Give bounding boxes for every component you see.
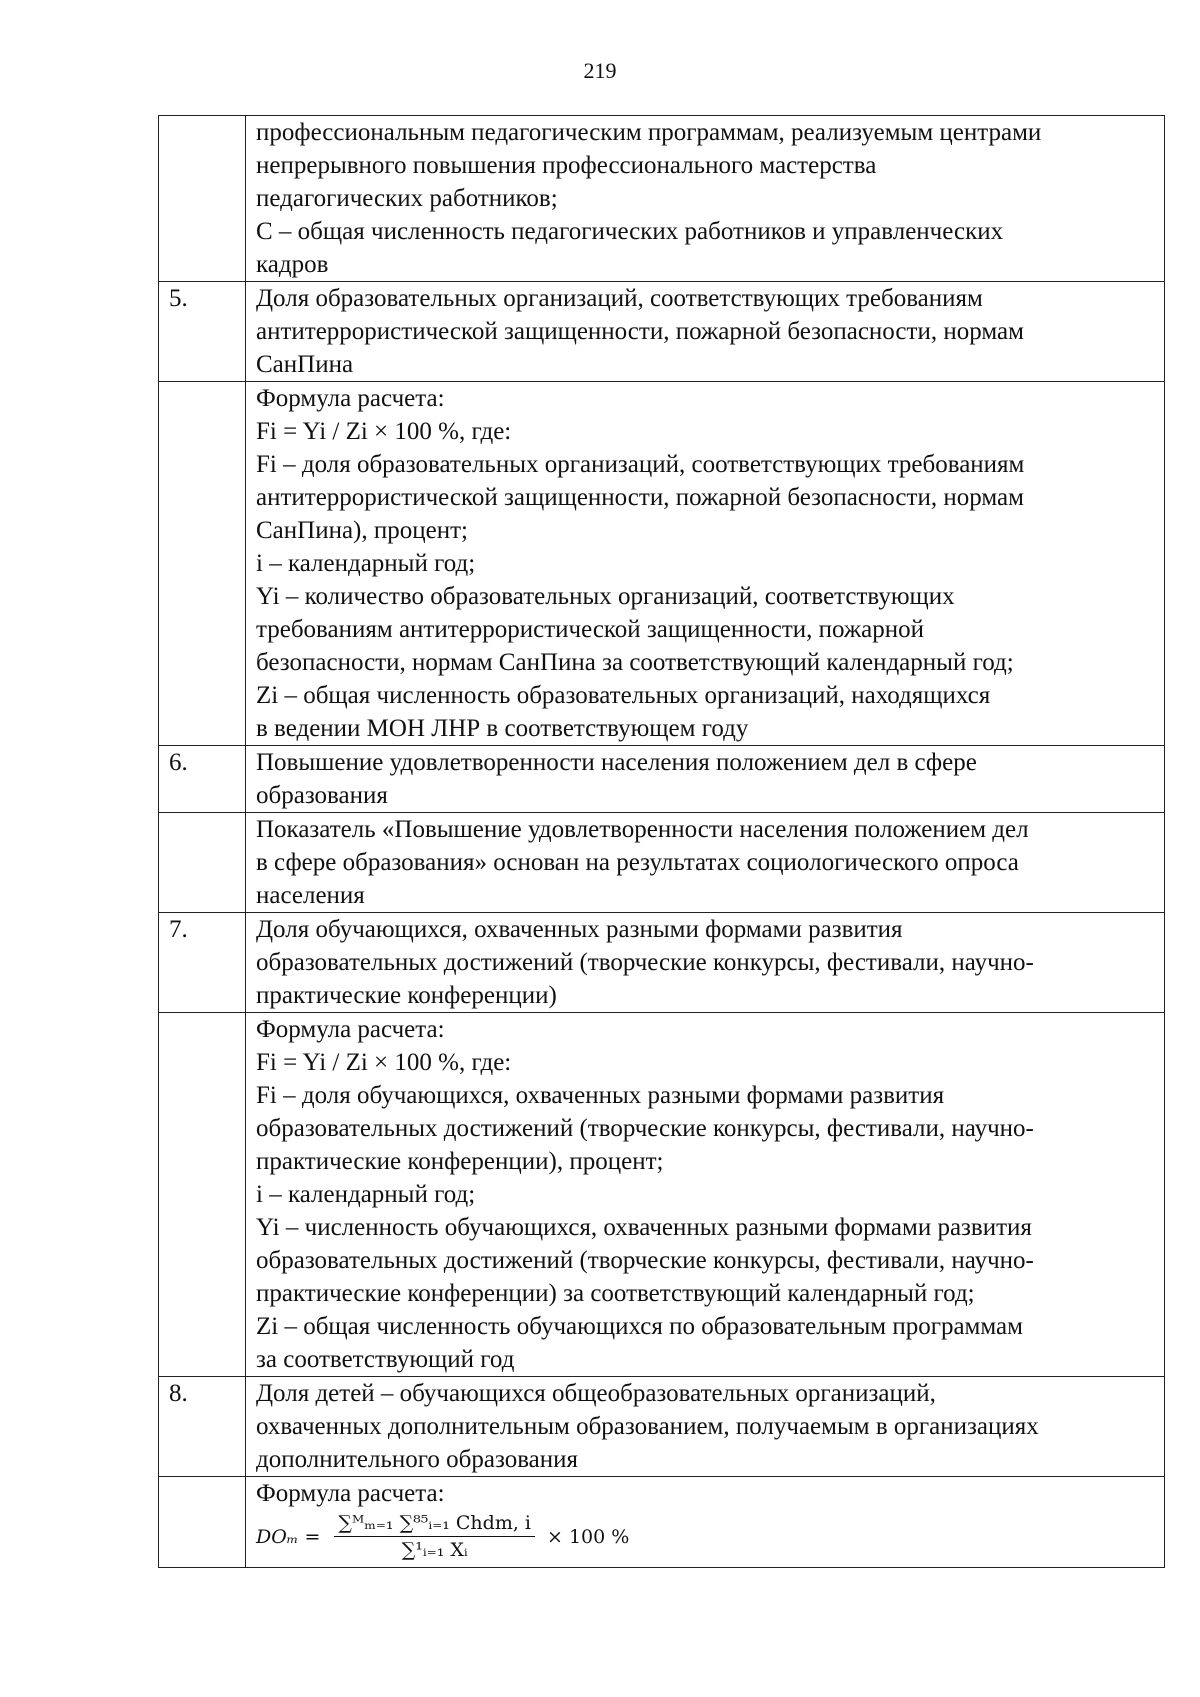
text-line: профессиональным педагогическим программам, реализуемым центрами <box>256 119 1042 146</box>
text-line: антитеррористической защищенности, пожарной безопасности, нормам <box>256 484 1024 511</box>
formula-lhs: DOₘ = <box>256 1525 321 1548</box>
text-line: педагогических работников; <box>256 185 558 212</box>
table-row <box>159 1013 1165 1377</box>
table-row <box>159 116 1165 282</box>
table-row <box>159 746 1165 813</box>
text-line: i – календарный год; <box>256 1181 476 1208</box>
text-line: СанПина), процент; <box>256 517 468 544</box>
table-row <box>159 813 1165 913</box>
formula <box>256 1510 1156 1567</box>
row-text <box>246 913 1165 1013</box>
row-text <box>246 116 1165 282</box>
row-number <box>159 1013 246 1377</box>
row-text <box>246 1377 1165 1477</box>
text-line: охваченных дополнительным образованием, получаемым в организациях <box>256 1413 1039 1440</box>
text-line: практические конференции) за соответствующий календарный год; <box>256 1280 975 1307</box>
row-text <box>246 282 1165 382</box>
text-line: безопасности, нормам СанПина за соответствующий календарный год; <box>256 649 1014 676</box>
text-line: Формула расчета: <box>256 1016 445 1043</box>
text-line: Zi – общая численность образовательных организаций, находящихся <box>256 682 991 709</box>
row-text <box>246 813 1165 913</box>
table-row <box>159 913 1165 1013</box>
table-row <box>159 382 1165 746</box>
text-line: требованиям антитеррористической защищенности, пожарной <box>256 616 925 643</box>
text-line: образовательных достижений (творческие конкурсы, фестивали, научно- <box>256 1247 1034 1274</box>
text-line: Показатель «Повышение удовлетворенности населения положением дел <box>256 816 1029 843</box>
text-line: С – общая численность педагогических работников и управленческих <box>256 218 1004 245</box>
row-text <box>246 1013 1165 1377</box>
text-line: Yi – численность обучающихся, охваченных разными формами развития <box>256 1214 1032 1241</box>
formula-fraction <box>334 1512 535 1561</box>
table-row <box>159 282 1165 382</box>
row-text <box>246 1477 1165 1568</box>
page-number: 219 <box>583 58 617 83</box>
text-line: Fi = Yi / Zi × 100 %, где: <box>256 1049 512 1076</box>
text-line: практические конференции), процент; <box>256 1148 664 1175</box>
row-text <box>246 382 1165 746</box>
formula-numerator: ∑ᴹₘ₌₁ ∑⁸⁵ᵢ₌₁ Chdm, i <box>334 1512 535 1537</box>
text-line: в сфере образования» основан на результатах социологического опроса <box>256 849 1019 876</box>
text-line: СанПина <box>256 351 354 378</box>
table-row <box>159 1477 1165 1568</box>
formula-label: Формула расчета: <box>256 1480 445 1507</box>
row-number: 7. <box>159 913 246 1013</box>
formula-rhs: × 100 % <box>547 1525 630 1548</box>
text-line: антитеррористической защищенности, пожарной безопасности, нормам <box>256 318 1024 345</box>
text-line: Повышение удовлетворенности населения положением дел в сфере <box>256 749 977 776</box>
text-line: за соответствующий год <box>256 1346 515 1373</box>
text-line: Yi – количество образовательных организаций, соответствующих <box>256 583 955 610</box>
text-line: населения <box>256 882 365 909</box>
row-number <box>159 1477 246 1568</box>
text-line: Fi – доля обучающихся, охваченных разными формами развития <box>256 1082 945 1109</box>
text-line: Доля обучающихся, охваченных разными формами развития <box>256 916 903 943</box>
text-line: Fi = Yi / Zi × 100 %, где: <box>256 418 512 445</box>
text-line: образовательных достижений (творческие конкурсы, фестивали, научно- <box>256 1115 1034 1142</box>
row-number <box>159 382 246 746</box>
row-number: 6. <box>159 746 246 813</box>
text-line: образования <box>256 782 388 809</box>
text-line: кадров <box>256 251 329 278</box>
text-line: Формула расчета: <box>256 385 445 412</box>
formula-denominator: ∑¹ᵢ₌₁ Xᵢ <box>401 1539 468 1561</box>
row-number: 5. <box>159 282 246 382</box>
text-line: Fi – доля образовательных организаций, соответствующих требованиям <box>256 451 1025 478</box>
text-line: Доля образовательных организаций, соответствующих требованиям <box>256 285 983 312</box>
row-number <box>159 813 246 913</box>
text-line: практические конференции) <box>256 982 557 1009</box>
row-text <box>246 746 1165 813</box>
indicator-table <box>158 115 1165 1568</box>
text-line: образовательных достижений (творческие конкурсы, фестивали, научно- <box>256 949 1034 976</box>
text-line: Zi – общая численность обучающихся по образовательным программам <box>256 1313 1023 1340</box>
row-number: 8. <box>159 1377 246 1477</box>
table-row <box>159 1377 1165 1477</box>
text-line: в ведении МОН ЛНР в соответствующем году <box>256 715 749 742</box>
text-line: непрерывного повышения профессионального мастерства <box>256 152 877 179</box>
text-line: i – календарный год; <box>256 550 476 577</box>
row-number <box>159 116 246 282</box>
text-line: Доля детей – обучающихся общеобразовательных организаций, <box>256 1380 936 1407</box>
text-line: дополнительного образования <box>256 1446 579 1473</box>
